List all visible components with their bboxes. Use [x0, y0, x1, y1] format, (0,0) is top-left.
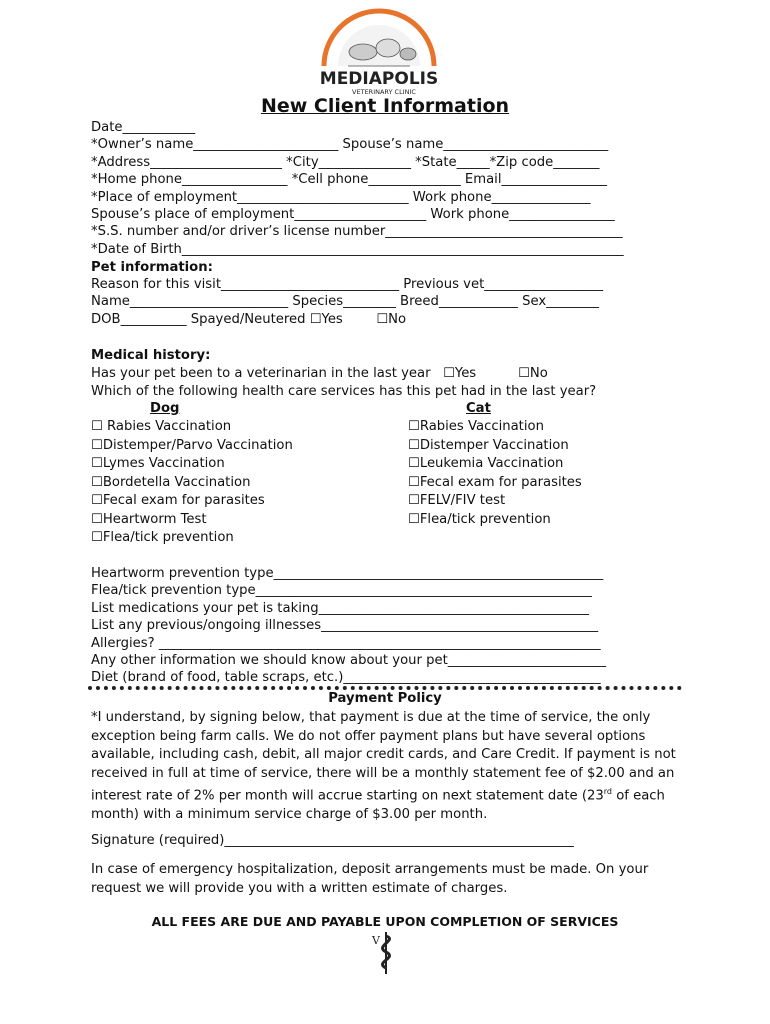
dog-heading: Dog [150, 401, 180, 416]
pet-field-line[interactable]: DOB__________ Spayed/Neutered ☐Yes ☐No [91, 311, 407, 327]
emergency-text: In case of emergency hospitalization, deposit arrangements must be made. On your request we will provide you with a written estimate of charges. [91, 862, 649, 896]
logo-text-main: MEDIAPOLIS [319, 69, 439, 89]
caduceus-icon [368, 930, 404, 976]
dog-service-checkbox[interactable]: ☐Flea/tick prevention [91, 530, 234, 545]
medical-question-line[interactable]: Which of the following health care services has this pet had in the last year? [91, 384, 597, 399]
form-field-line[interactable]: *Place of employment__________________________ Work phone_______________ [91, 189, 591, 205]
pet-field-line[interactable]: Reason for this visit___________________________ Previous vet__________________ [91, 277, 603, 292]
dog-service-checkbox[interactable]: ☐Bordetella Vaccination [91, 474, 251, 490]
svg-text:V: V [372, 934, 380, 947]
history-field-line[interactable]: Any other information we should know about your pet________________________ [91, 653, 607, 668]
payment-policy-heading: Payment Policy [328, 691, 442, 706]
dog-service-checkbox[interactable]: ☐ Rabies Vaccination [91, 419, 232, 434]
form-field-line[interactable]: *Home phone________________ *Cell phone______________ Email________________ [91, 172, 607, 188]
clinic-logo [318, 8, 440, 98]
cat-service-checkbox[interactable]: ☐FELV/FIV test [408, 493, 506, 508]
form-field-line[interactable]: *Date of Birth___________________________________________________________________ [91, 241, 624, 257]
logo-text-sub: VETERINARY CLINIC [352, 88, 416, 96]
medical-question-line[interactable]: Has your pet been to a veterinarian in the last year ☐Yes ☐No [91, 366, 548, 381]
cat-service-checkbox[interactable]: ☐Rabies Vaccination [408, 419, 544, 434]
dog-service-checkbox[interactable]: ☐Fecal exam for parasites [91, 493, 265, 508]
signature-field[interactable]: Signature (required)_____________________________________________________ [91, 833, 574, 848]
history-field-line[interactable]: List medications your pet is taking_________________________________________ [91, 600, 589, 616]
history-field-line[interactable]: Allergies? ___________________________________________________________________ [91, 635, 601, 651]
form-field-line[interactable]: Date___________ [91, 120, 196, 135]
dog-service-checkbox[interactable]: ☐Distemper/Parvo Vaccination [91, 437, 293, 453]
history-field-line[interactable]: Diet (brand of food, table scraps, etc.)_______________________________________ [91, 670, 601, 686]
medical-history-heading: Medical history: [91, 348, 211, 363]
form-field-line[interactable]: *Address____________________ *City______________ *State_____*Zip code_______ [91, 154, 600, 170]
dog-service-checkbox[interactable]: ☐Heartworm Test [91, 511, 207, 527]
form-field-line[interactable]: *S.S. number and/or driver’s license number____________________________________ [91, 224, 623, 240]
payment-policy-text: *I understand, by signing below, that payment is due at the time of service, the only exception being farm calls. We do not offer payment plans but have several options available, including cash, debit, all major credit cards, and Care Credit. If payment is not received in full at time of service, there will be a monthly statement fee of $2.00 and an interest rate of 2% per month will accrue starting on next statement date (23rd of each month) with a minimum service charge of $3.00 per month. [91, 710, 676, 823]
pet-field-line[interactable]: Name________________________ Species________ Breed____________ Sex________ [91, 294, 599, 310]
history-field-line[interactable]: Flea/tick prevention type___________________________________________________ [91, 583, 592, 599]
cat-service-checkbox[interactable]: ☐Flea/tick prevention [408, 511, 551, 527]
cat-service-checkbox[interactable]: ☐Distemper Vaccination [408, 437, 569, 453]
fees-footer: ALL FEES ARE DUE AND PAYABLE UPON COMPLETION OF SERVICES [151, 914, 619, 929]
form-field-line[interactable]: *Owner’s name______________________ Spouse’s name_________________________ [91, 137, 609, 153]
cat-service-checkbox[interactable]: ☐Leukemia Vaccination [408, 456, 564, 471]
history-field-line[interactable]: Heartworm prevention type__________________________________________________ [91, 566, 604, 581]
page-title: New Client Information [260, 95, 510, 117]
history-field-line[interactable]: List any previous/ongoing illnesses__________________________________________ [91, 618, 599, 634]
pet-info-heading: Pet information: [91, 260, 213, 275]
section-divider [88, 686, 682, 690]
form-field-line[interactable]: Spouse’s place of employment____________________ Work phone________________ [91, 207, 615, 222]
cat-heading: Cat [466, 401, 491, 416]
dog-service-checkbox[interactable]: ☐Lymes Vaccination [91, 456, 225, 471]
cat-service-checkbox[interactable]: ☐Fecal exam for parasites [408, 474, 582, 490]
